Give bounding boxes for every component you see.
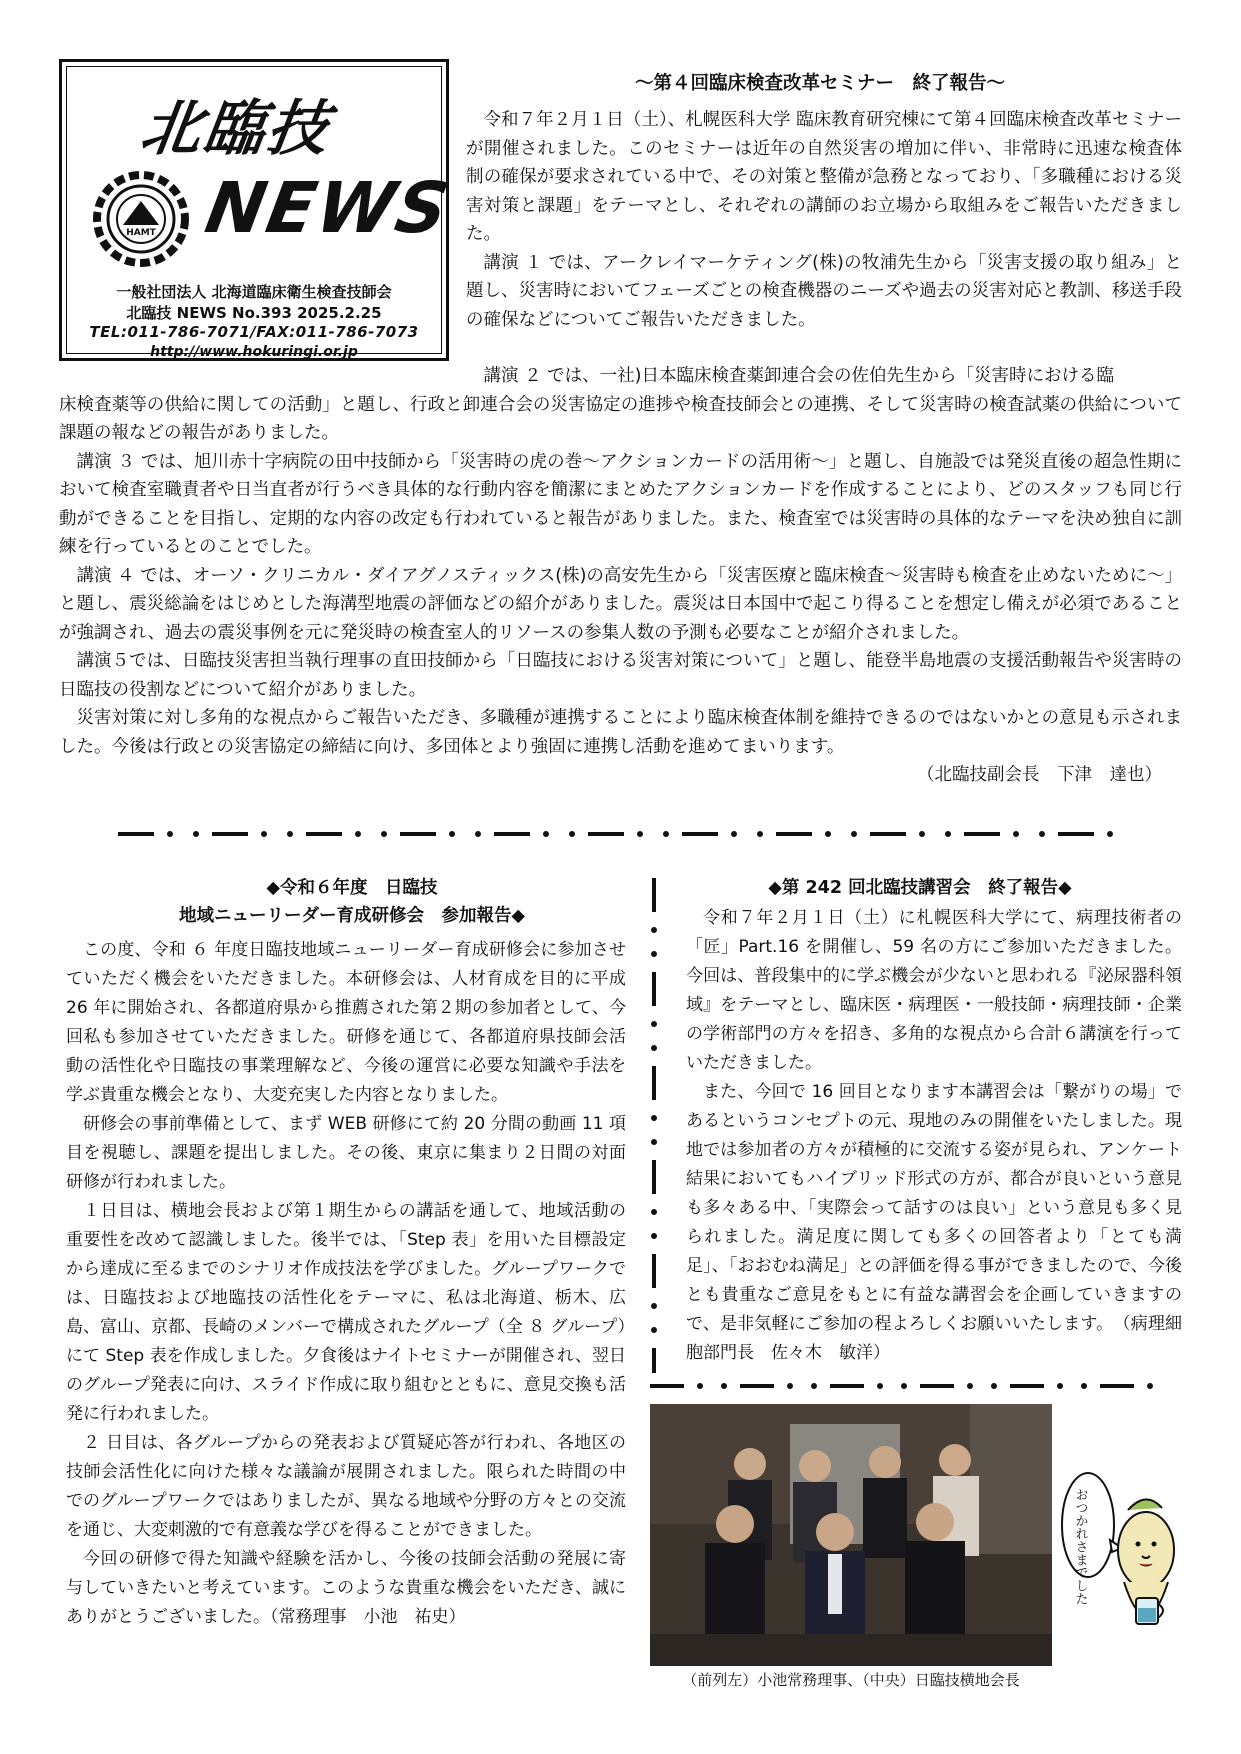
seminar-paragraph-2: 講演 １ では、アークレイマーケティング(株)の牧浦先生から「災害支援の取り組み」と題し、災害時においてフェーズごとの検査機器のニーズや過去の災害対応と教訓、移送手段の確保などについてご報告いただきました。 xyxy=(466,252,1182,330)
seminar-paragraph-3: 床検査薬等の供給に関しての活動」と題し、行政と卸連合会の災害協定の進捗や検査技師会との連携、そして災害時の検査試薬の供給について課題の報などの報告がありました。 xyxy=(59,394,1182,443)
leader-paragraph-2: 研修会の事前準備として、まず WEB 研修にて約 20 分間の動画 11 項目を視聴し、課題を提出しました。その後、東京に集まり２日間の対面研修が行われました。 xyxy=(66,1114,626,1192)
seminar-paragraph-3-start: 講演 ２ では、一社)日本臨床検査薬卸連合会の佐伯先生から「災害時における臨 xyxy=(483,366,1114,386)
section-separator xyxy=(118,828,1128,840)
lecture-paragraph-1: 令和７年２月１日（土）に札幌医科大学にて、病理技術者の「匠」Part.16 を開催し、59 名の方にご参加いただきました。今回は、普段集中的に学ぶ機会が少ないと思われる『泌尿器科領域』をテーマとし、臨床医・病理医・一般技師・病理技師・企業の学術部門の方々を招き、多角的な視点から合計６講演を行っていただきました。 xyxy=(686,908,1182,1073)
seminar-full-block xyxy=(59,362,1182,790)
lecture-heading: ◆第 242 回北臨技講習会 終了報告◆ xyxy=(768,878,1072,898)
column-separator xyxy=(648,878,660,1373)
group-photo-image xyxy=(650,1404,1052,1666)
group-photo xyxy=(650,1404,1052,1666)
lecture-separator xyxy=(650,1380,1170,1392)
masthead-tel: TEL:011-786-7071/FAX:011-786-7073 xyxy=(89,323,419,341)
logo-text: HAMT xyxy=(126,228,156,238)
seminar-heading: ～第４回臨床検査改革セミナー 終了報告～ xyxy=(634,73,1005,94)
leader-paragraph-4: ２ 日目は、各グループからの発表および質疑応答が行われ、各地区の技師会活性化に向けた様々な議論が展開されました。限られた時間の中でのグループワークではありましたが、異なる地域や分野の方々との交流を通じ、大変刺激的で有意義な学びを得ることができました。 xyxy=(66,1433,626,1540)
leader-body xyxy=(66,936,626,1632)
seminar-paragraph-4: 講演 ３ では、旭川赤十字病院の田中技師から「災害時の虎の巻～アクションカードの活用術～」と題し、自施設では発災直後の超急性期において検査室職責者や日当直者が行うべき具体的な行動内容を簡潔にまとめたアクションカードを作成することにより、どのスタッフも同じ行動ができることを目指し、定期的な内容の改定も行われていると報告がありました。また、検査室では災害時の具体的なテーマを決め独自に訓練を行っているとのことでした。 xyxy=(59,451,1182,557)
lecture-body xyxy=(686,904,1182,1368)
photo-caption: （前列左）小池常務理事、（中央）日臨技横地会長 xyxy=(682,1671,1020,1689)
masthead-organization: 一般社団法人 北海道臨床衛生検査技師会 xyxy=(116,283,392,301)
association-logo-icon xyxy=(93,171,189,267)
leader-heading-1: ◆令和６年度 日臨技 xyxy=(266,878,438,898)
leader-paragraph-1: この度、令和 ６ 年度日臨技地域ニューリーダー育成研修会に参加させていただく機会をいただきました。本研修会は、人材育成を目的に平成 26 年に開始され、各都道府県から推薦された第２期の参加者として、今回私も参加させていただきました。研修を通じて、各都道府県技師会活動の活性化や日臨技の事業理解など、今後の運営に必要な知識や手法を学ぶ貴重な機会となり、大変充実した内容となりました。 xyxy=(66,940,626,1105)
leader-paragraph-3: １日目は、横地会長および第１期生からの講話を通して、地域活動の重要性を改めて認識しました。後半では、「Step 表」を用いた目標設定から達成に至るまでのシナリオ作成技法を学びました。グループワークでは、日臨技および地臨技の活性化をテーマに、私は北海道、栃木、広島、富山、京都、長崎のメンバーで構成されたグループ（全 ８ グループ）にて Step 表を作成しました。夕食後はナイトセミナーが開催され、翌日のグループ発表に向け、スライド作成に取り組むとともに、意見交換も活発に行われました。 xyxy=(66,1201,626,1424)
masthead-inner-border xyxy=(66,66,457,360)
masthead-title: 北臨技 xyxy=(136,94,336,164)
masthead xyxy=(59,59,457,361)
masthead-news: NEWS xyxy=(199,167,457,249)
leader-paragraph-5: 今回の研修で得た知識や経験を活かし、今後の技師会活動の発展に寄与していきたいと考えています。このような貴重な機会をいただき、誠にありがとうございました。（常務理事 小池 祐史） xyxy=(66,1549,626,1627)
seminar-paragraph-1: 令和７年２月１日（土）、札幌医科大学 臨床教育研究棟にて第４回臨床検査改革セミナーが開催されました。このセミナーは近年の自然災害の増加に伴い、非常時に迅速な検査体制の確保が要求されている中で、その対策と整備が急務となっており、「多職種における災害対策と課題」をテーマとし、それぞれの講師のお立場から取組みをご報告いただきました。 xyxy=(466,110,1182,244)
seminar-paragraph-7: 災害対策に対し多角的な視点からご報告いただき、多職種が連携することにより臨床検査体制を維持できるのではないかとの意見も示されました。今後は行政との災害協定の締結に向け、多団体とより強固に連携し活動を進めてまいります。 xyxy=(59,708,1182,757)
masthead-url[interactable]: http://www.hokuringi.or.jp xyxy=(150,344,358,360)
seminar-paragraph-5: 講演 ４ では、オーソ・クリニカル・ダイアグノスティックス(株)の高安先生から「災害医療と臨床検査～災害時も検査を止めないために～」と題し、震災総論をはじめとした海溝型地震の評価などの紹介がありました。震災は日本国中で起こり得ることを想定し備えが必須であることが強調され、過去の震災事例を元に発災時の検査室人的リソースの参集人数の予測も必要なことが紹介されました。 xyxy=(59,565,1182,643)
leader-heading-2: 地域ニューリーダー育成研修会 参加報告◆ xyxy=(179,906,525,926)
masthead-issue: 北臨技 NEWS No.393 2025.2.25 xyxy=(126,304,382,322)
mascot-bubble-text: おつかれさまでした xyxy=(1072,1488,1088,1605)
lecture-paragraph-2: また、今回で 16 回目となります本講習会は「繋がりの場」であるというコンセプトの元、現地のみの開催をいたしました。現地では参加者の方々が積極的に交流する姿が見られ、アンケート結果においてもハイブリッド形式の方が、都合が良いという意見も多々ある中、「実際会って話すのは良い」という意見も多く見られました。満足度に関しても多くの回答者より「とても満足」、「おおむね満足」との評価を得る事ができましたので、今後とも貴重なご意見をもとに有益な講習会を企画していきますので、是非気軽にご参加の程よろしくお願いいたします。 （病理細胞部門長 佐々木 敏洋） xyxy=(686,1082,1182,1363)
seminar-top-block xyxy=(466,106,1182,334)
mascot-character-icon xyxy=(1058,1470,1180,1650)
seminar-signature: （北臨技副会長 下津 達也） xyxy=(917,765,1162,785)
seminar-paragraph-6: 講演５では、日臨技災害担当執行理事の直田技師から「日臨技における災害対策について」と題し、能登半島地震の支援活動報告や災害時の日臨技の役割などについて紹介がありました。 xyxy=(59,651,1182,700)
